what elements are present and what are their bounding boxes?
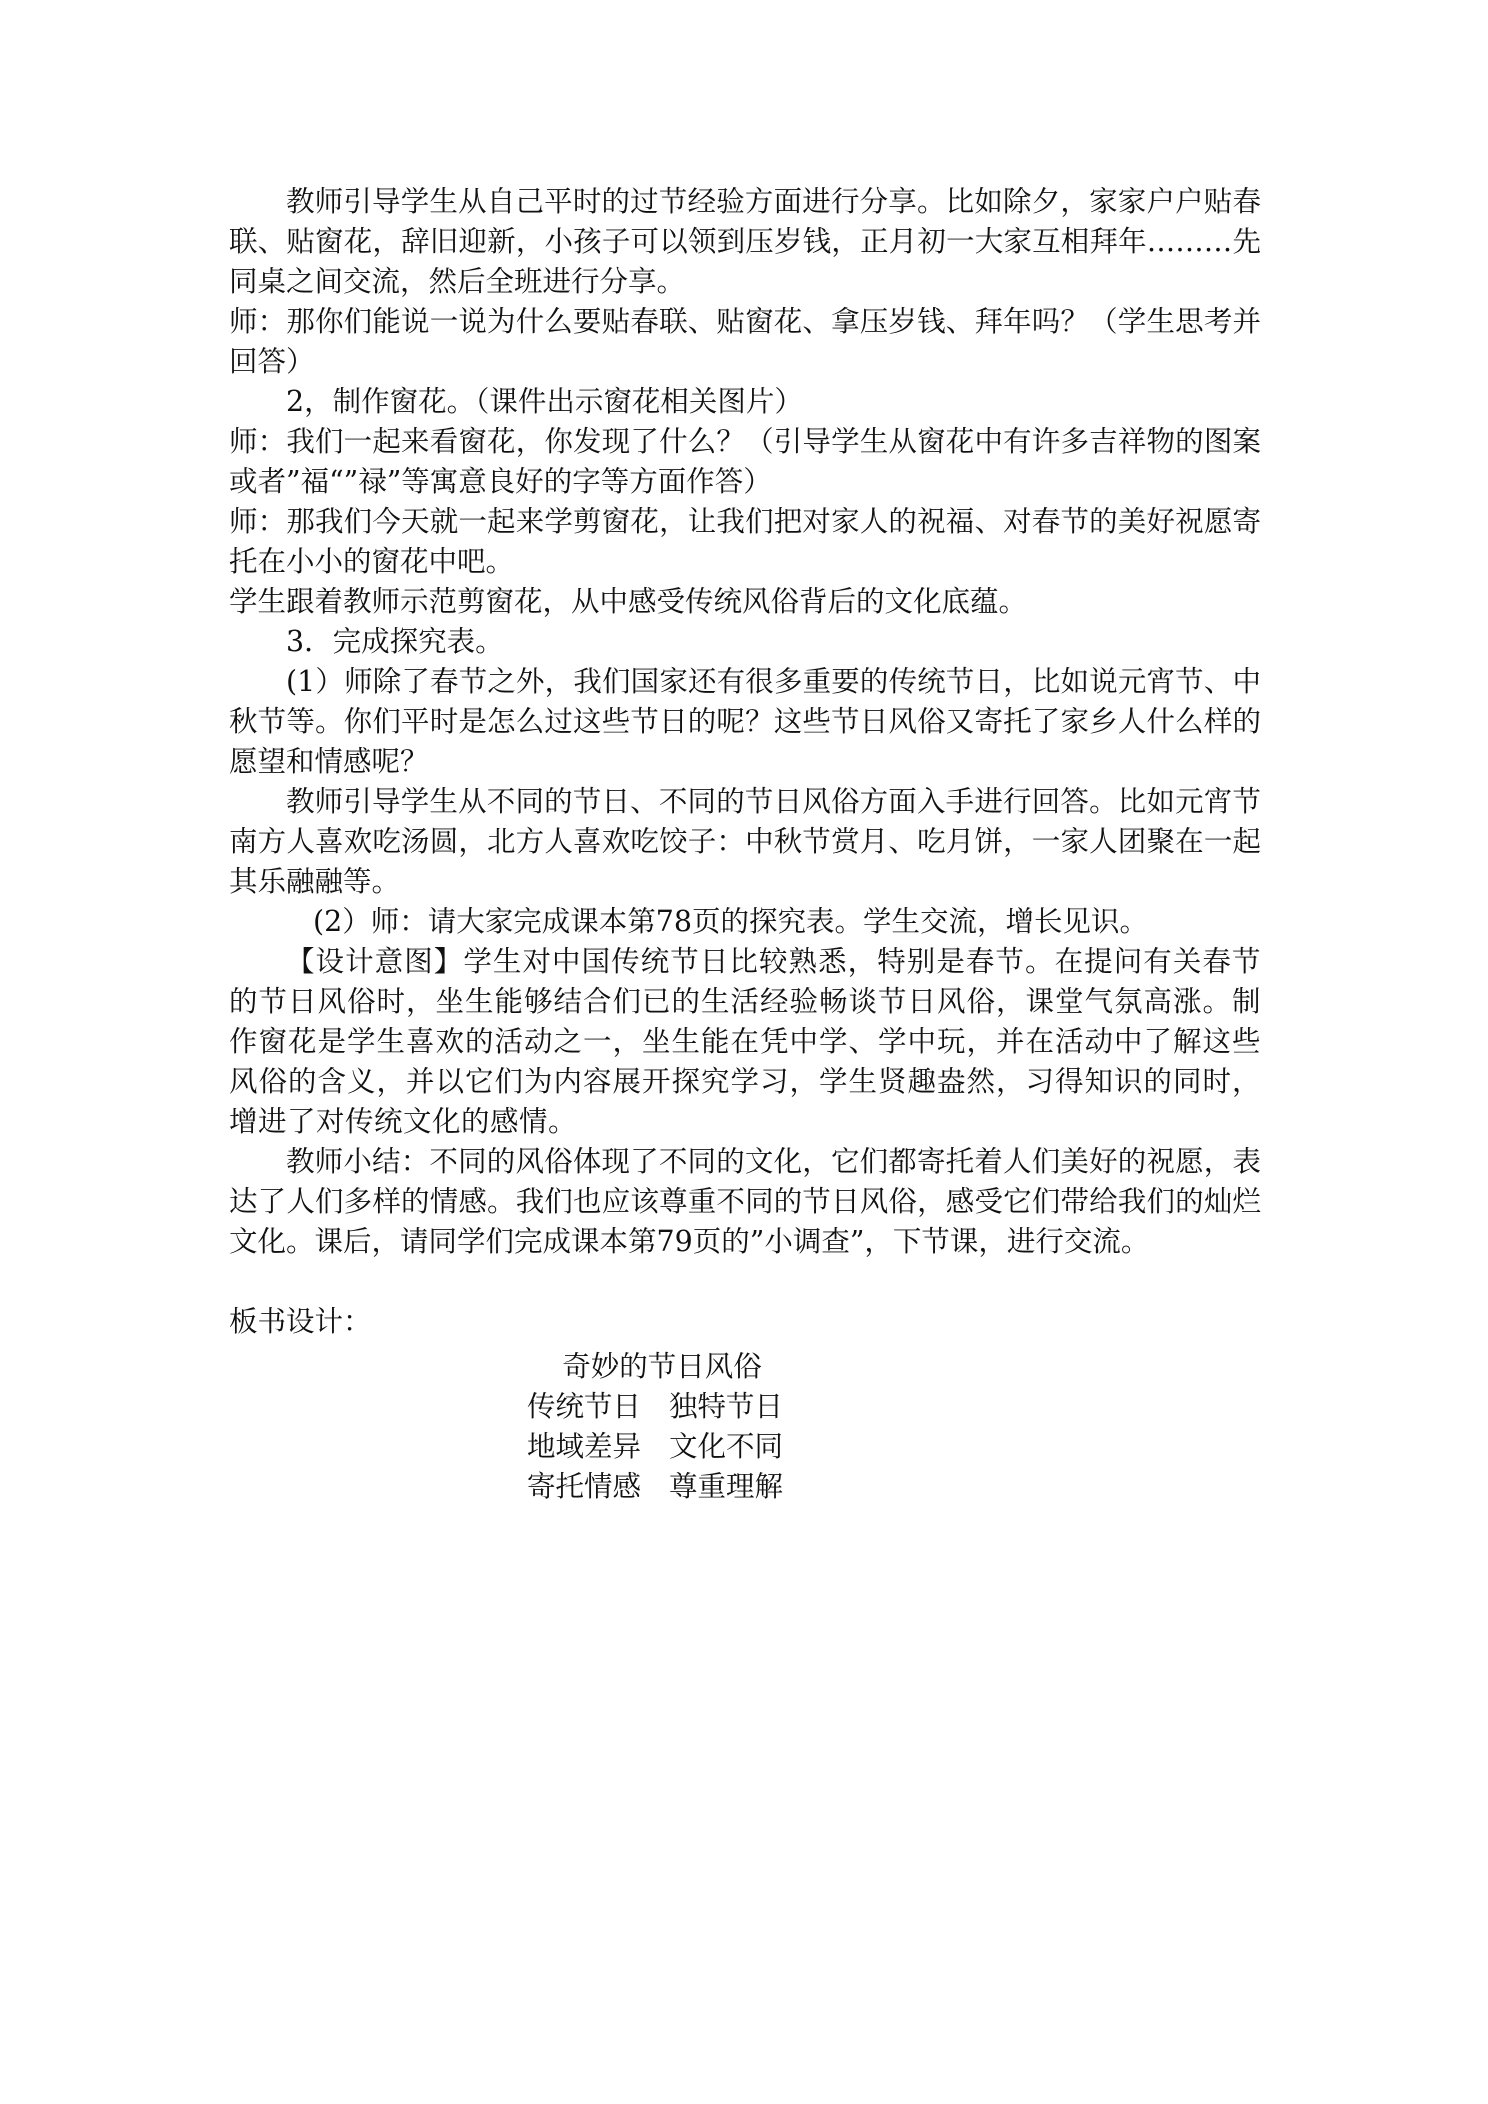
paragraph-step-2-heading: 2，制作窗花。（课件出示窗花相关图片） xyxy=(286,385,803,418)
board-row-right: 文化不同 xyxy=(669,1430,784,1463)
board-row-left: 地域差异 xyxy=(527,1430,642,1463)
paragraph-teacher-cut-flower: 师：那我们今天就一起来学剪窗花，让我们把对家人的祝福、对春节的美好祝愿寄托在小小的窗花中吧。 xyxy=(229,505,1261,578)
board-row-right: 尊重理解 xyxy=(669,1470,784,1503)
board-row-right: 独特节日 xyxy=(669,1390,784,1423)
blackboard-design xyxy=(527,1347,847,1507)
paragraph-students-follow: 学生跟着教师示范剪窗花，从中感受传统风俗背后的文化底蕴。 xyxy=(229,585,1028,618)
paragraph-sharing-experience: 教师引导学生从自己平时的过节经验方面进行分享。比如除夕，家家户户贴春联、贴窗花，辞旧迎新，小孩子可以领到压岁钱，正月初一大家互相拜年………先同桌之间交流，然后全班进行分享。 xyxy=(229,185,1261,298)
lesson-body xyxy=(229,182,1261,1342)
paragraph-design-intent: 【设计意图】学生对中国传统节日比较熟悉，特别是春节。在提问有关春节的节日风俗时，坐生能够结合们已的生活经验畅谈节日风俗，课堂气氛高涨。制作窗花是学生喜欢的活动之一，坐生能在凭中学、学中玩，并在活动中了解这些风俗的含义，并以它们为内容展开探究学习，学生贤趣盎然，习得知识的同时，增进了对传统文化的感情。 xyxy=(229,945,1261,1138)
paragraph-teacher-summary: 教师小结：不同的风俗体现了不同的文化，它们都寄托着人们美好的祝愿，表达了人们多样的情感。我们也应该尊重不同的节日风俗，感受它们带给我们的灿烂文化。课后，请同学们完成课本第79页的”小调查”，下节课，进行交流。 xyxy=(229,1145,1261,1258)
board-row-left: 传统节日 xyxy=(527,1390,642,1423)
board-title: 奇妙的节日风俗 xyxy=(562,1350,762,1383)
paragraph-question-2: (2）师：请大家完成课本第78页的探究表。学生交流，增长见识。 xyxy=(313,905,1149,938)
paragraph-question-1: (1）师除了春节之外，我们国家还有很多重要的传统节日，比如说元宵节、中秋节等。你们平时是怎么过这些节日的呢？这些节日风俗又寄托了家乡人什么样的愿望和情感呢？ xyxy=(229,665,1261,778)
paragraph-step-3-heading: 3．完成探究表。 xyxy=(286,625,504,658)
board-design-label: 板书设计： xyxy=(229,1305,372,1338)
board-row xyxy=(527,1427,847,1467)
board-row xyxy=(527,1467,847,1507)
board-row xyxy=(527,1387,847,1427)
board-row-left: 寄托情感 xyxy=(527,1470,642,1503)
paragraph-guide-answer: 教师引导学生从不同的节日、不同的节日风俗方面入手进行回答。比如元宵节南方人喜欢吃汤圆，北方人喜欢吃饺子：中秋节赏月、吃月饼，一家人团聚在一起其乐融融等。 xyxy=(229,785,1261,898)
paragraph-teacher-window-flower: 师：我们一起来看窗花，你发现了什么？（引导学生从窗花中有许多吉祥物的图案或者”福“”禄”等寓意良好的字等方面作答） xyxy=(229,425,1261,498)
paragraph-teacher-question-customs: 师：那你们能说一说为什么要贴春联、贴窗花、拿压岁钱、拜年吗？（学生思考并回答） xyxy=(229,305,1261,378)
